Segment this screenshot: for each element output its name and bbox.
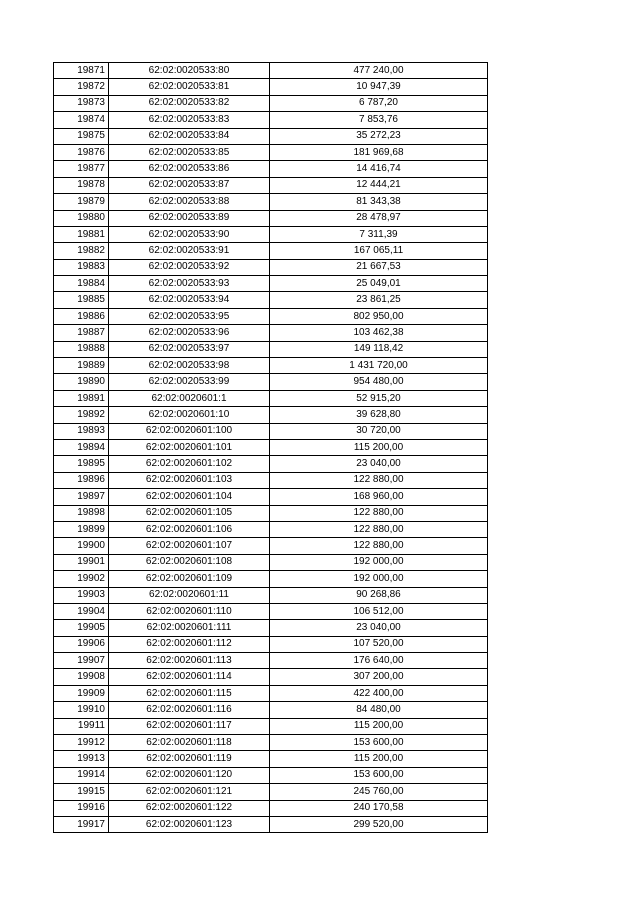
row-number: 19905 — [54, 620, 109, 636]
table-row — [54, 243, 488, 259]
table-row — [54, 505, 488, 521]
table-row — [54, 702, 488, 718]
cadastral-number: 62:02:0020601:121 — [109, 784, 270, 800]
row-number: 19903 — [54, 587, 109, 603]
cadastral-number: 62:02:0020601:100 — [109, 423, 270, 439]
cadastral-value-table — [53, 62, 488, 833]
row-number: 19877 — [54, 161, 109, 177]
table-row — [54, 571, 488, 587]
row-number: 19891 — [54, 390, 109, 406]
table-row — [54, 63, 488, 79]
cadastral-number: 62:02:0020533:97 — [109, 341, 270, 357]
cadastral-number: 62:02:0020533:91 — [109, 243, 270, 259]
row-number: 19902 — [54, 571, 109, 587]
table-row — [54, 653, 488, 669]
cadastral-number: 62:02:0020533:88 — [109, 194, 270, 210]
row-number: 19889 — [54, 358, 109, 374]
row-number: 19900 — [54, 538, 109, 554]
cadastral-number: 62:02:0020601:103 — [109, 472, 270, 488]
table-row — [54, 735, 488, 751]
row-number: 19895 — [54, 456, 109, 472]
row-number: 19893 — [54, 423, 109, 439]
cadastral-number: 62:02:0020601:115 — [109, 685, 270, 701]
row-number: 19909 — [54, 685, 109, 701]
table-row — [54, 259, 488, 275]
row-number: 19897 — [54, 489, 109, 505]
cadastral-number: 62:02:0020601:102 — [109, 456, 270, 472]
cadastral-value: 149 118,42 — [270, 341, 488, 357]
cadastral-value: 181 969,68 — [270, 144, 488, 160]
cadastral-value: 12 444,21 — [270, 177, 488, 193]
cadastral-number: 62:02:0020601:116 — [109, 702, 270, 718]
row-number: 19887 — [54, 325, 109, 341]
row-number: 19878 — [54, 177, 109, 193]
row-number: 19908 — [54, 669, 109, 685]
row-number: 19915 — [54, 784, 109, 800]
cadastral-value: 307 200,00 — [270, 669, 488, 685]
table-row — [54, 112, 488, 128]
cadastral-value: 107 520,00 — [270, 636, 488, 652]
table-row — [54, 587, 488, 603]
cadastral-number: 62:02:0020533:80 — [109, 63, 270, 79]
cadastral-value: 192 000,00 — [270, 554, 488, 570]
cadastral-value: 122 880,00 — [270, 505, 488, 521]
row-number: 19884 — [54, 276, 109, 292]
row-number: 19885 — [54, 292, 109, 308]
table-row — [54, 325, 488, 341]
cadastral-value: 52 915,20 — [270, 390, 488, 406]
cadastral-number: 62:02:0020601:106 — [109, 521, 270, 537]
cadastral-number: 62:02:0020601:117 — [109, 718, 270, 734]
table-body — [54, 63, 488, 833]
cadastral-value: 153 600,00 — [270, 735, 488, 751]
table-row — [54, 407, 488, 423]
row-number: 19880 — [54, 210, 109, 226]
row-number: 19914 — [54, 767, 109, 783]
cadastral-value: 954 480,00 — [270, 374, 488, 390]
row-number: 19890 — [54, 374, 109, 390]
table-row — [54, 161, 488, 177]
cadastral-number: 62:02:0020533:94 — [109, 292, 270, 308]
table-row — [54, 521, 488, 537]
cadastral-number: 62:02:0020601:107 — [109, 538, 270, 554]
row-number: 19896 — [54, 472, 109, 488]
cadastral-value: 84 480,00 — [270, 702, 488, 718]
cadastral-number: 62:02:0020533:81 — [109, 79, 270, 95]
table-row — [54, 538, 488, 554]
cadastral-value: 477 240,00 — [270, 63, 488, 79]
table-row — [54, 128, 488, 144]
cadastral-value: 122 880,00 — [270, 472, 488, 488]
cadastral-number: 62:02:0020533:82 — [109, 95, 270, 111]
table-row — [54, 751, 488, 767]
cadastral-number: 62:02:0020601:118 — [109, 735, 270, 751]
cadastral-number: 62:02:0020533:83 — [109, 112, 270, 128]
cadastral-value: 122 880,00 — [270, 521, 488, 537]
row-number: 19872 — [54, 79, 109, 95]
row-number: 19874 — [54, 112, 109, 128]
row-number: 19876 — [54, 144, 109, 160]
table-row — [54, 308, 488, 324]
cadastral-value: 23 861,25 — [270, 292, 488, 308]
cadastral-number: 62:02:0020601:120 — [109, 767, 270, 783]
cadastral-number: 62:02:0020533:96 — [109, 325, 270, 341]
row-number: 19917 — [54, 816, 109, 832]
row-number: 19899 — [54, 521, 109, 537]
cadastral-number: 62:02:0020533:92 — [109, 259, 270, 275]
cadastral-number: 62:02:0020601:109 — [109, 571, 270, 587]
cadastral-number: 62:02:0020533:99 — [109, 374, 270, 390]
cadastral-number: 62:02:0020601:112 — [109, 636, 270, 652]
cadastral-number: 62:02:0020601:1 — [109, 390, 270, 406]
cadastral-number: 62:02:0020533:89 — [109, 210, 270, 226]
table-row — [54, 489, 488, 505]
document-page — [53, 62, 487, 833]
table-row — [54, 636, 488, 652]
cadastral-value: 10 947,39 — [270, 79, 488, 95]
cadastral-value: 245 760,00 — [270, 784, 488, 800]
cadastral-value: 28 478,97 — [270, 210, 488, 226]
cadastral-number: 62:02:0020601:11 — [109, 587, 270, 603]
cadastral-number: 62:02:0020601:108 — [109, 554, 270, 570]
table-row — [54, 210, 488, 226]
row-number: 19912 — [54, 735, 109, 751]
cadastral-value: 168 960,00 — [270, 489, 488, 505]
table-row — [54, 784, 488, 800]
cadastral-value: 122 880,00 — [270, 538, 488, 554]
cadastral-value: 23 040,00 — [270, 456, 488, 472]
table-row — [54, 816, 488, 832]
cadastral-number: 62:02:0020601:101 — [109, 439, 270, 455]
row-number: 19904 — [54, 603, 109, 619]
table-row — [54, 800, 488, 816]
cadastral-value: 115 200,00 — [270, 751, 488, 767]
cadastral-value: 14 416,74 — [270, 161, 488, 177]
cadastral-value: 192 000,00 — [270, 571, 488, 587]
cadastral-value: 21 667,53 — [270, 259, 488, 275]
cadastral-value: 299 520,00 — [270, 816, 488, 832]
cadastral-number: 62:02:0020533:85 — [109, 144, 270, 160]
table-row — [54, 390, 488, 406]
cadastral-number: 62:02:0020533:86 — [109, 161, 270, 177]
cadastral-value: 35 272,23 — [270, 128, 488, 144]
row-number: 19875 — [54, 128, 109, 144]
row-number: 19906 — [54, 636, 109, 652]
cadastral-value: 240 170,58 — [270, 800, 488, 816]
cadastral-value: 7 853,76 — [270, 112, 488, 128]
row-number: 19886 — [54, 308, 109, 324]
table-row — [54, 718, 488, 734]
cadastral-value: 802 950,00 — [270, 308, 488, 324]
row-number: 19916 — [54, 800, 109, 816]
table-row — [54, 374, 488, 390]
cadastral-number: 62:02:0020601:122 — [109, 800, 270, 816]
cadastral-value: 176 640,00 — [270, 653, 488, 669]
table-row — [54, 685, 488, 701]
row-number: 19910 — [54, 702, 109, 718]
cadastral-number: 62:02:0020601:110 — [109, 603, 270, 619]
cadastral-number: 62:02:0020533:95 — [109, 308, 270, 324]
row-number: 19888 — [54, 341, 109, 357]
cadastral-value: 153 600,00 — [270, 767, 488, 783]
cadastral-value: 25 049,01 — [270, 276, 488, 292]
row-number: 19871 — [54, 63, 109, 79]
cadastral-number: 62:02:0020601:111 — [109, 620, 270, 636]
row-number: 19879 — [54, 194, 109, 210]
cadastral-number: 62:02:0020533:90 — [109, 226, 270, 242]
table-row — [54, 456, 488, 472]
cadastral-number: 62:02:0020601:104 — [109, 489, 270, 505]
row-number: 19907 — [54, 653, 109, 669]
table-row — [54, 276, 488, 292]
row-number: 19873 — [54, 95, 109, 111]
table-row — [54, 554, 488, 570]
cadastral-number: 62:02:0020601:113 — [109, 653, 270, 669]
cadastral-value: 115 200,00 — [270, 718, 488, 734]
cadastral-number: 62:02:0020533:98 — [109, 358, 270, 374]
table-row — [54, 358, 488, 374]
table-row — [54, 603, 488, 619]
cadastral-number: 62:02:0020601:114 — [109, 669, 270, 685]
row-number: 19911 — [54, 718, 109, 734]
row-number: 19913 — [54, 751, 109, 767]
cadastral-number: 62:02:0020601:123 — [109, 816, 270, 832]
cadastral-value: 167 065,11 — [270, 243, 488, 259]
cadastral-value: 115 200,00 — [270, 439, 488, 455]
cadastral-value: 39 628,80 — [270, 407, 488, 423]
table-row — [54, 292, 488, 308]
row-number: 19901 — [54, 554, 109, 570]
cadastral-value: 30 720,00 — [270, 423, 488, 439]
table-row — [54, 79, 488, 95]
row-number: 19892 — [54, 407, 109, 423]
table-row — [54, 472, 488, 488]
table-row — [54, 226, 488, 242]
cadastral-value: 90 268,86 — [270, 587, 488, 603]
table-row — [54, 194, 488, 210]
cadastral-number: 62:02:0020601:10 — [109, 407, 270, 423]
table-row — [54, 423, 488, 439]
table-row — [54, 439, 488, 455]
cadastral-value: 7 311,39 — [270, 226, 488, 242]
table-row — [54, 144, 488, 160]
row-number: 19898 — [54, 505, 109, 521]
cadastral-value: 6 787,20 — [270, 95, 488, 111]
row-number: 19894 — [54, 439, 109, 455]
cadastral-value: 106 512,00 — [270, 603, 488, 619]
cadastral-value: 23 040,00 — [270, 620, 488, 636]
cadastral-value: 81 343,38 — [270, 194, 488, 210]
table-row — [54, 767, 488, 783]
cadastral-value: 1 431 720,00 — [270, 358, 488, 374]
row-number: 19881 — [54, 226, 109, 242]
row-number: 19882 — [54, 243, 109, 259]
cadastral-value: 422 400,00 — [270, 685, 488, 701]
cadastral-value: 103 462,38 — [270, 325, 488, 341]
row-number: 19883 — [54, 259, 109, 275]
table-row — [54, 669, 488, 685]
table-row — [54, 341, 488, 357]
cadastral-number: 62:02:0020601:119 — [109, 751, 270, 767]
table-row — [54, 620, 488, 636]
cadastral-number: 62:02:0020533:87 — [109, 177, 270, 193]
cadastral-number: 62:02:0020533:84 — [109, 128, 270, 144]
cadastral-number: 62:02:0020533:93 — [109, 276, 270, 292]
table-row — [54, 177, 488, 193]
table-row — [54, 95, 488, 111]
cadastral-number: 62:02:0020601:105 — [109, 505, 270, 521]
